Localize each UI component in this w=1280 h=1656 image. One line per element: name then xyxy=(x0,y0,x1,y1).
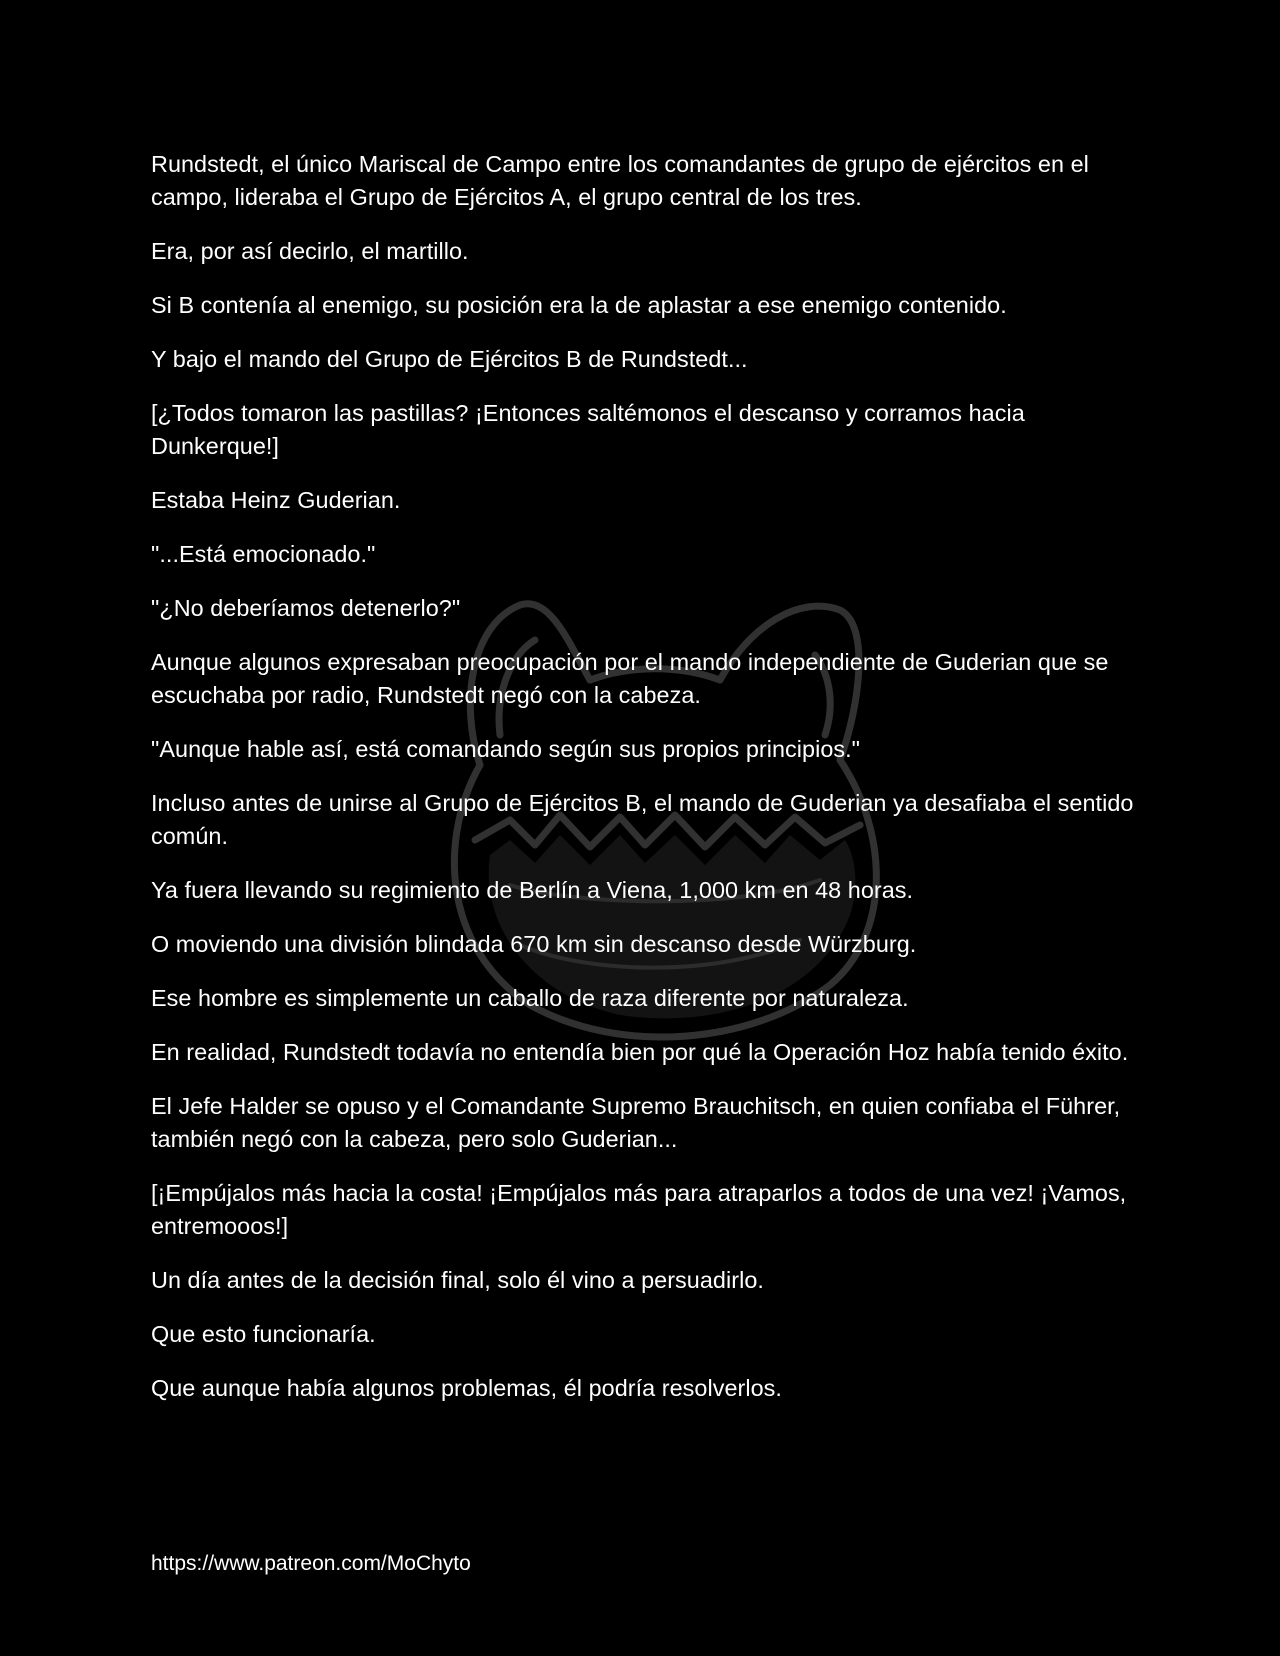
paragraph: "¿No deberíamos detenerlo?" xyxy=(151,595,461,621)
paragraph: "Aunque hable así, está comandando según sus propios principios." xyxy=(151,736,861,762)
paragraph: Incluso antes de unirse al Grupo de Ejércitos B, el mando de Guderian ya desafiaba el sentido común. xyxy=(151,790,1134,849)
paragraph: Ese hombre es simplemente un caballo de raza diferente por naturaleza. xyxy=(151,985,909,1011)
document-body xyxy=(151,148,1136,1426)
paragraph: Que aunque había algunos problemas, él podría resolverlos. xyxy=(151,1375,782,1401)
paragraph: Rundstedt, el único Mariscal de Campo entre los comandantes de grupo de ejércitos en el campo, lideraba el Grupo de Ejércitos A, el grupo central de los tres. xyxy=(151,151,1089,210)
paragraph: Ya fuera llevando su regimiento de Berlín a Viena, 1,000 km en 48 horas. xyxy=(151,877,914,903)
paragraph: Aunque algunos expresaban preocupación por el mando independiente de Guderian que se escuchaba por radio, Rundstedt negó con la cabeza. xyxy=(151,649,1109,708)
paragraph: En realidad, Rundstedt todavía no entendía bien por qué la Operación Hoz había tenido éxito. xyxy=(151,1039,1129,1065)
paragraph: Que esto funcionaría. xyxy=(151,1321,376,1347)
paragraph: Estaba Heinz Guderian. xyxy=(151,487,401,513)
paragraph: Un día antes de la decisión final, solo él vino a persuadirlo. xyxy=(151,1267,764,1293)
paragraph: Si B contenía al enemigo, su posición era la de aplastar a ese enemigo contenido. xyxy=(151,292,1007,318)
paragraph: El Jefe Halder se opuso y el Comandante Supremo Brauchitsch, en quien confiaba el Führer, también negó con la cabeza, pero solo Guderian... xyxy=(151,1093,1121,1152)
patreon-link[interactable]: https://www.patreon.com/MoChyto xyxy=(151,1552,471,1575)
paragraph: Y bajo el mando del Grupo de Ejércitos B de Rundstedt... xyxy=(151,346,748,372)
paragraph: O moviendo una división blindada 670 km sin descanso desde Würzburg. xyxy=(151,931,917,957)
paragraph: Era, por así decirlo, el martillo. xyxy=(151,238,469,264)
paragraph: [¡Empújalos más hacia la costa! ¡Empújalos más para atraparlos a todos de una vez! ¡Vamos, entremooos!] xyxy=(151,1180,1127,1239)
paragraph: "...Está emocionado." xyxy=(151,541,376,567)
paragraph: [¿Todos tomaron las pastillas? ¡Entonces saltémonos el descanso y corramos hacia Dunkerque!] xyxy=(151,400,1025,459)
